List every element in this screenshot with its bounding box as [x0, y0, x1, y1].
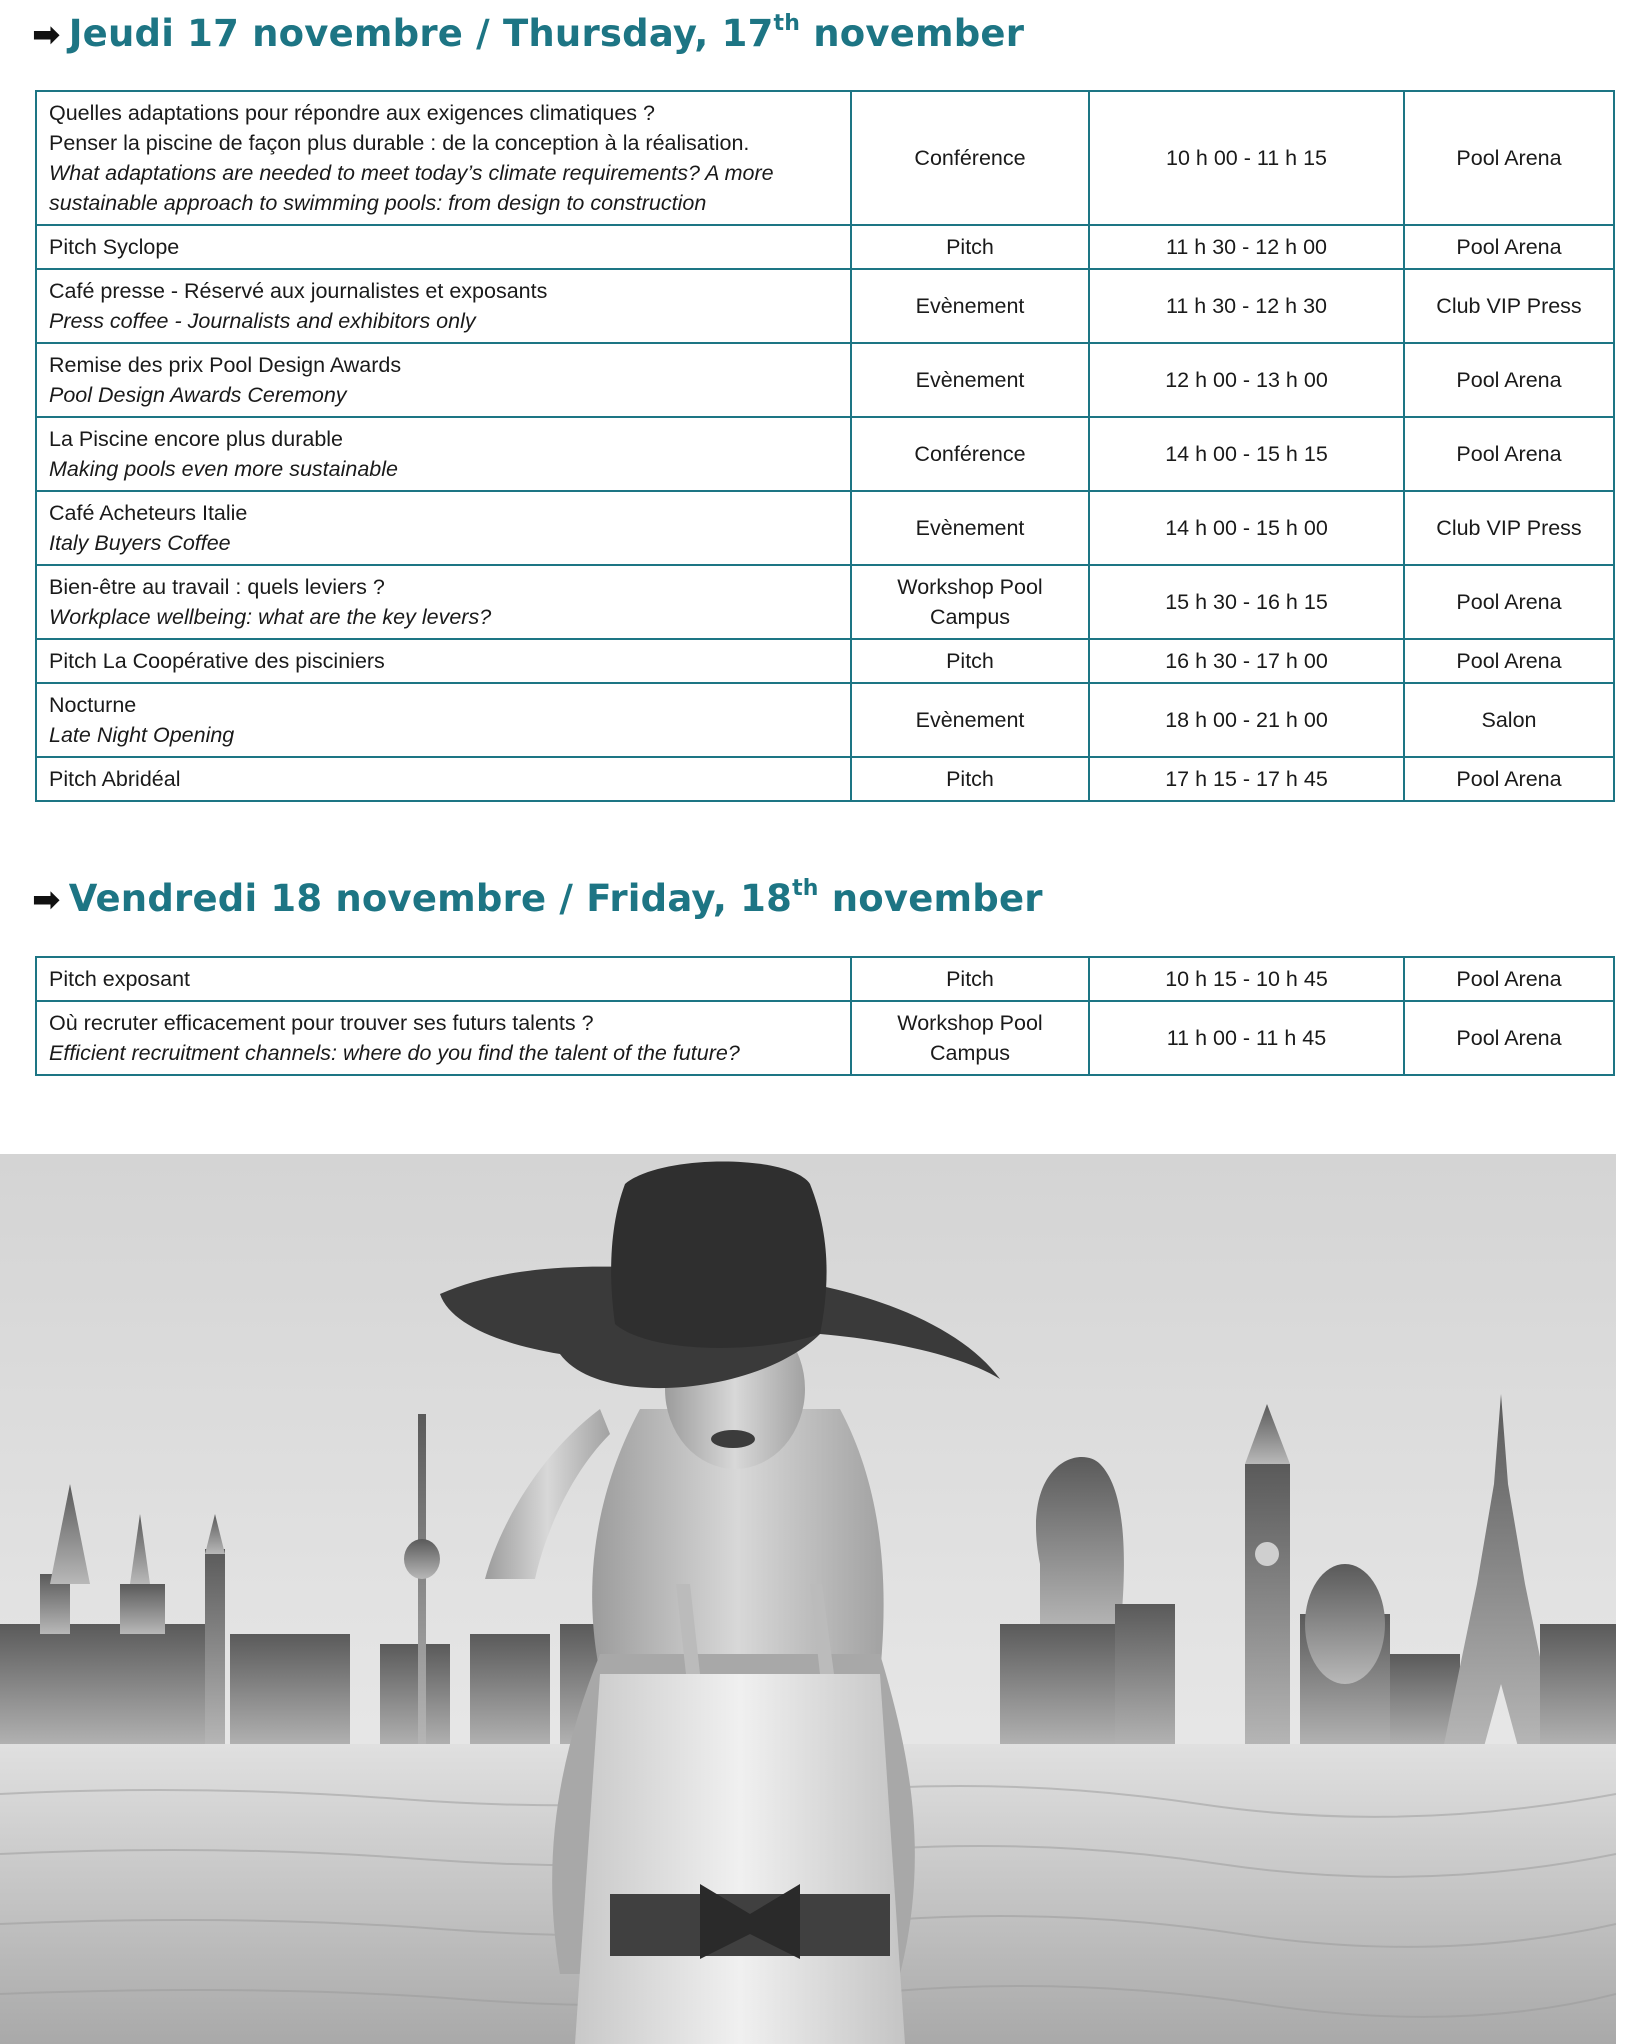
session-title-cell — [36, 491, 851, 565]
table-row — [36, 639, 1614, 683]
session-title-cell — [36, 757, 851, 801]
session-place-cell: Pool Arena — [1404, 225, 1614, 269]
session-type-cell: Conférence — [851, 91, 1089, 225]
session-title-fr: Pitch La Coopérative des pisciniers — [49, 649, 385, 673]
session-type-cell: Workshop Pool Campus — [851, 565, 1089, 639]
session-place-cell: Club VIP Press — [1404, 491, 1614, 565]
day-heading-friday — [32, 877, 1043, 920]
day-heading-thursday — [32, 12, 1024, 55]
session-type-cell: Evènement — [851, 269, 1089, 343]
session-time-cell: 16 h 30 - 17 h 00 — [1089, 639, 1404, 683]
session-title-fr: Nocturne — [49, 693, 137, 717]
session-title-fr: Pitch Syclope — [49, 235, 180, 259]
table-row — [36, 417, 1614, 491]
session-place-cell: Salon — [1404, 683, 1614, 757]
session-title-cell — [36, 417, 851, 491]
session-place-cell: Pool Arena — [1404, 417, 1614, 491]
session-time-cell: 10 h 15 - 10 h 45 — [1089, 957, 1404, 1001]
session-title-cell — [36, 683, 851, 757]
session-title-cell — [36, 1001, 851, 1075]
session-place-cell: Pool Arena — [1404, 639, 1614, 683]
right-arrow-icon: ➡ — [32, 15, 61, 55]
session-title-cell — [36, 565, 851, 639]
session-title-cell — [36, 639, 851, 683]
hero-photo — [0, 1154, 1616, 2044]
table-row — [36, 225, 1614, 269]
session-title-fr: La Piscine encore plus durable — [49, 427, 344, 451]
friday-rows — [36, 957, 1614, 1075]
session-type-cell: Pitch — [851, 639, 1089, 683]
thursday-rows — [36, 91, 1614, 801]
session-type-cell: Evènement — [851, 683, 1089, 757]
session-time-cell: 10 h 00 - 11 h 15 — [1089, 91, 1404, 225]
session-time-cell: 15 h 30 - 16 h 15 — [1089, 565, 1404, 639]
session-title-cell — [36, 91, 851, 225]
session-type-cell: Pitch — [851, 225, 1089, 269]
session-title-cell — [36, 957, 851, 1001]
hero-photo-illustration — [0, 1154, 1616, 2044]
table-row — [36, 757, 1614, 801]
session-time-cell: 18 h 00 - 21 h 00 — [1089, 683, 1404, 757]
table-row — [36, 565, 1614, 639]
session-place-cell: Pool Arena — [1404, 91, 1614, 225]
session-title-fr: Pitch exposant — [49, 967, 191, 991]
session-title-en: Making pools even more sustainable — [49, 457, 398, 481]
day-heading-tail: november — [818, 877, 1043, 920]
session-place-cell: Club VIP Press — [1404, 269, 1614, 343]
session-title-fr: Où recruter efficacement pour trouver ses futurs talents ? — [49, 1011, 594, 1035]
session-place-cell: Pool Arena — [1404, 1001, 1614, 1075]
session-title-en: Pool Design Awards Ceremony — [49, 383, 347, 407]
right-arrow-icon: ➡ — [32, 880, 61, 920]
friday-program-table — [35, 956, 1615, 1076]
session-title-en: Late Night Opening — [49, 723, 235, 747]
session-title-fr: Café presse - Réservé aux journalistes et exposants — [49, 279, 548, 303]
session-title-fr: Café Acheteurs Italie — [49, 501, 248, 525]
session-title-en: Workplace wellbeing: what are the key levers? — [49, 605, 492, 629]
session-place-cell: Pool Arena — [1404, 565, 1614, 639]
session-title-cell — [36, 269, 851, 343]
session-type-cell: Evènement — [851, 343, 1089, 417]
session-time-cell: 17 h 15 - 17 h 45 — [1089, 757, 1404, 801]
session-place-cell: Pool Arena — [1404, 957, 1614, 1001]
thursday-program-table — [35, 90, 1615, 802]
table-row — [36, 957, 1614, 1001]
session-title-cell — [36, 225, 851, 269]
session-time-cell: 11 h 30 - 12 h 00 — [1089, 225, 1404, 269]
session-title-en: What adaptations are needed to meet today’s climate requirements? A more sustainable approach to swimming pools: from design to construction — [49, 161, 774, 215]
session-title-fr: Bien-être au travail : quels leviers ? — [49, 575, 385, 599]
session-place-cell: Pool Arena — [1404, 343, 1614, 417]
session-place-cell: Pool Arena — [1404, 757, 1614, 801]
session-time-cell: 14 h 00 - 15 h 15 — [1089, 417, 1404, 491]
session-title-en: Efficient recruitment channels: where do you find the talent of the future? — [49, 1041, 740, 1065]
session-title-cell — [36, 343, 851, 417]
table-row — [36, 269, 1614, 343]
session-title-en: Italy Buyers Coffee — [49, 531, 231, 555]
session-time-cell: 14 h 00 - 15 h 00 — [1089, 491, 1404, 565]
session-title-en: Press coffee - Journalists and exhibitors only — [49, 309, 476, 333]
session-title-fr: Pitch Abridéal — [49, 767, 181, 791]
session-type-cell: Pitch — [851, 957, 1089, 1001]
session-title-fr: Remise des prix Pool Design Awards — [49, 353, 402, 377]
day-heading-sup: th — [792, 876, 819, 901]
session-title-fr: Quelles adaptations pour répondre aux exigences climatiques ? Penser la piscine de façon plus durable : de la conception à la réalisation. — [49, 101, 750, 155]
day-heading-text: Jeudi 17 novembre / Thursday, 17 — [68, 12, 774, 55]
session-type-cell: Conférence — [851, 417, 1089, 491]
table-row — [36, 91, 1614, 225]
day-heading-text: Vendredi 18 novembre / Friday, 18 — [68, 877, 793, 920]
session-time-cell: 11 h 00 - 11 h 45 — [1089, 1001, 1404, 1075]
table-row — [36, 683, 1614, 757]
table-row — [36, 491, 1614, 565]
session-time-cell: 11 h 30 - 12 h 30 — [1089, 269, 1404, 343]
table-row — [36, 1001, 1614, 1075]
session-type-cell: Workshop Pool Campus — [851, 1001, 1089, 1075]
day-heading-tail: november — [800, 12, 1025, 55]
table-row — [36, 343, 1614, 417]
session-type-cell: Evènement — [851, 491, 1089, 565]
day-heading-sup: th — [773, 11, 801, 36]
session-type-cell: Pitch — [851, 757, 1089, 801]
session-time-cell: 12 h 00 - 13 h 00 — [1089, 343, 1404, 417]
